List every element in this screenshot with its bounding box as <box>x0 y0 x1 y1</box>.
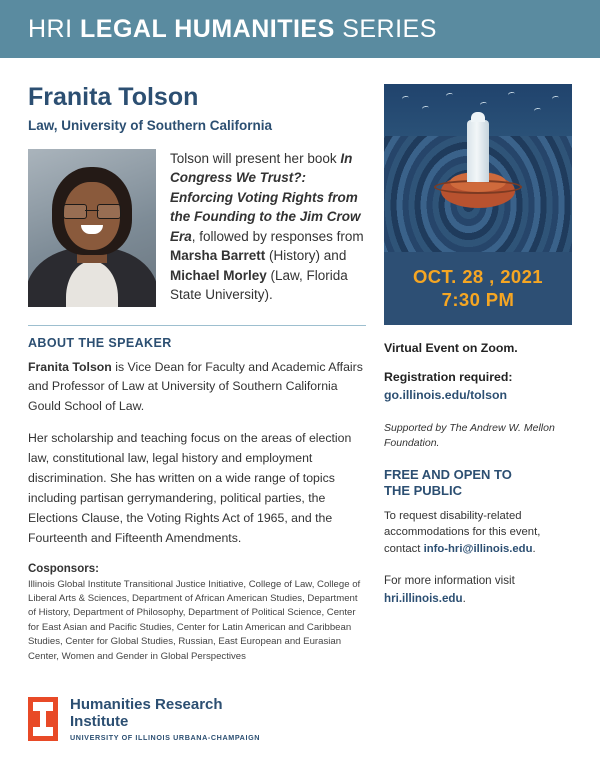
event-date: OCT. 28 , 2021 <box>412 266 544 287</box>
header-title-part3: SERIES <box>334 14 437 43</box>
responder-2-name: Michael Morley <box>170 267 267 283</box>
photo-and-blurb <box>28 149 366 307</box>
more-info-note <box>384 572 572 607</box>
speaker-affiliation: Law, University of Southern California <box>28 117 273 133</box>
accommodations-text: To request disability-related accommodations for this event, contact <box>384 509 541 556</box>
free-and-open-heading <box>384 467 572 500</box>
responder-1-affiliation: (History) <box>265 248 321 264</box>
accommodations-note <box>384 508 572 559</box>
cover-artwork <box>384 84 572 252</box>
poster-body <box>0 84 600 664</box>
header-banner <box>0 0 600 58</box>
more-info-url[interactable]: hri.illinois.edu <box>384 591 463 605</box>
speaker-photo <box>28 149 156 307</box>
registration-url[interactable]: go.illinois.edu/tolson <box>384 388 507 403</box>
cosponsors-list: Illinois Global Institute Transitional Justice Initiative, College of Law, College of Liberal Arts & Sciences, Department of African American Studies, Department of History, Department of Philosophy, Department of Political Science, Center for East Asian and Pacific Studies, Center for Latin American and Caribbean Studies, Center for Global Studies, Russian, East European and Eurasian Center, Women and Gender in Global Perspectives <box>28 578 361 662</box>
event-blurb <box>170 149 366 306</box>
about-speaker-name: Franita Tolson <box>28 359 112 374</box>
header-title-part1: HRI <box>28 14 80 43</box>
content-columns <box>28 84 572 664</box>
event-date-block <box>384 252 572 325</box>
more-info-period: . <box>462 591 466 605</box>
about-paragraph-1-rest: is Vice Dean for Faculty and Academic Affairs and Professor of Law at University of Southern California Gould School of Law. <box>28 359 363 414</box>
responder-2-affiliation: (Law, Florida State University). <box>170 267 348 303</box>
blurb-intro: Tolson will present her book <box>170 150 341 166</box>
artwork-island-rim <box>434 180 522 194</box>
more-info-text: For more information visit <box>384 574 515 588</box>
left-column <box>28 84 366 664</box>
free-line-2: THE PUBLIC <box>384 483 462 499</box>
eyeglasses-icon <box>63 204 121 217</box>
accommodations-email[interactable]: info-hri@illinois.edu <box>423 543 533 556</box>
about-paragraph-2: Her scholarship and teaching focus on the areas of election law, constitutional law, legal history and employment discrimination. She has written on a wide range of topics including partisan gerrymandering, political parties, the Elections Clause, the Voting Rights Act of 1965, and the Fourteenth and Fifteenth Amendments. <box>28 431 352 545</box>
about-heading: ABOUT THE SPEAKER <box>28 335 172 350</box>
cosponsors-heading: Cosponsors: <box>28 562 99 575</box>
responder-1-name: Marsha Barrett <box>170 248 266 264</box>
blurb-mid: , followed by responses from <box>191 228 364 244</box>
event-format-block <box>384 339 572 404</box>
artwork-tower <box>467 120 489 182</box>
speaker-name: Franita Tolson <box>28 83 199 111</box>
free-line-1: FREE AND OPEN TO <box>384 467 512 482</box>
book-title: In Congress We Trust?: Enforcing Voting Rights from the Founding to the Jim Crow Era <box>170 150 361 244</box>
header-title-part2: LEGAL HUMANITIES <box>80 14 335 43</box>
about-paragraph-1 <box>28 358 366 418</box>
supported-by-note: Supported by The Andrew W. Mellon Foundation. <box>384 421 555 449</box>
right-column <box>384 84 572 664</box>
divider <box>28 325 366 326</box>
page-title <box>28 15 437 44</box>
footer-org-line-1: Humanities Research <box>70 695 223 713</box>
blurb-and: and <box>320 248 347 264</box>
event-format: Virtual Event on Zoom. <box>384 341 518 356</box>
artwork-tower-cap <box>471 112 485 122</box>
registration-label: Registration required: <box>384 369 513 384</box>
footer-org <box>70 696 260 743</box>
illinois-block-i-logo-icon <box>28 697 58 741</box>
footer-org-subtitle: UNIVERSITY OF ILLINOIS URBANA-CHAMPAIGN <box>70 733 261 742</box>
accommodations-period: . <box>532 543 536 556</box>
footer-org-line-2: Institute <box>70 712 129 730</box>
event-time: 7:30 PM <box>441 289 515 311</box>
footer <box>28 696 260 743</box>
